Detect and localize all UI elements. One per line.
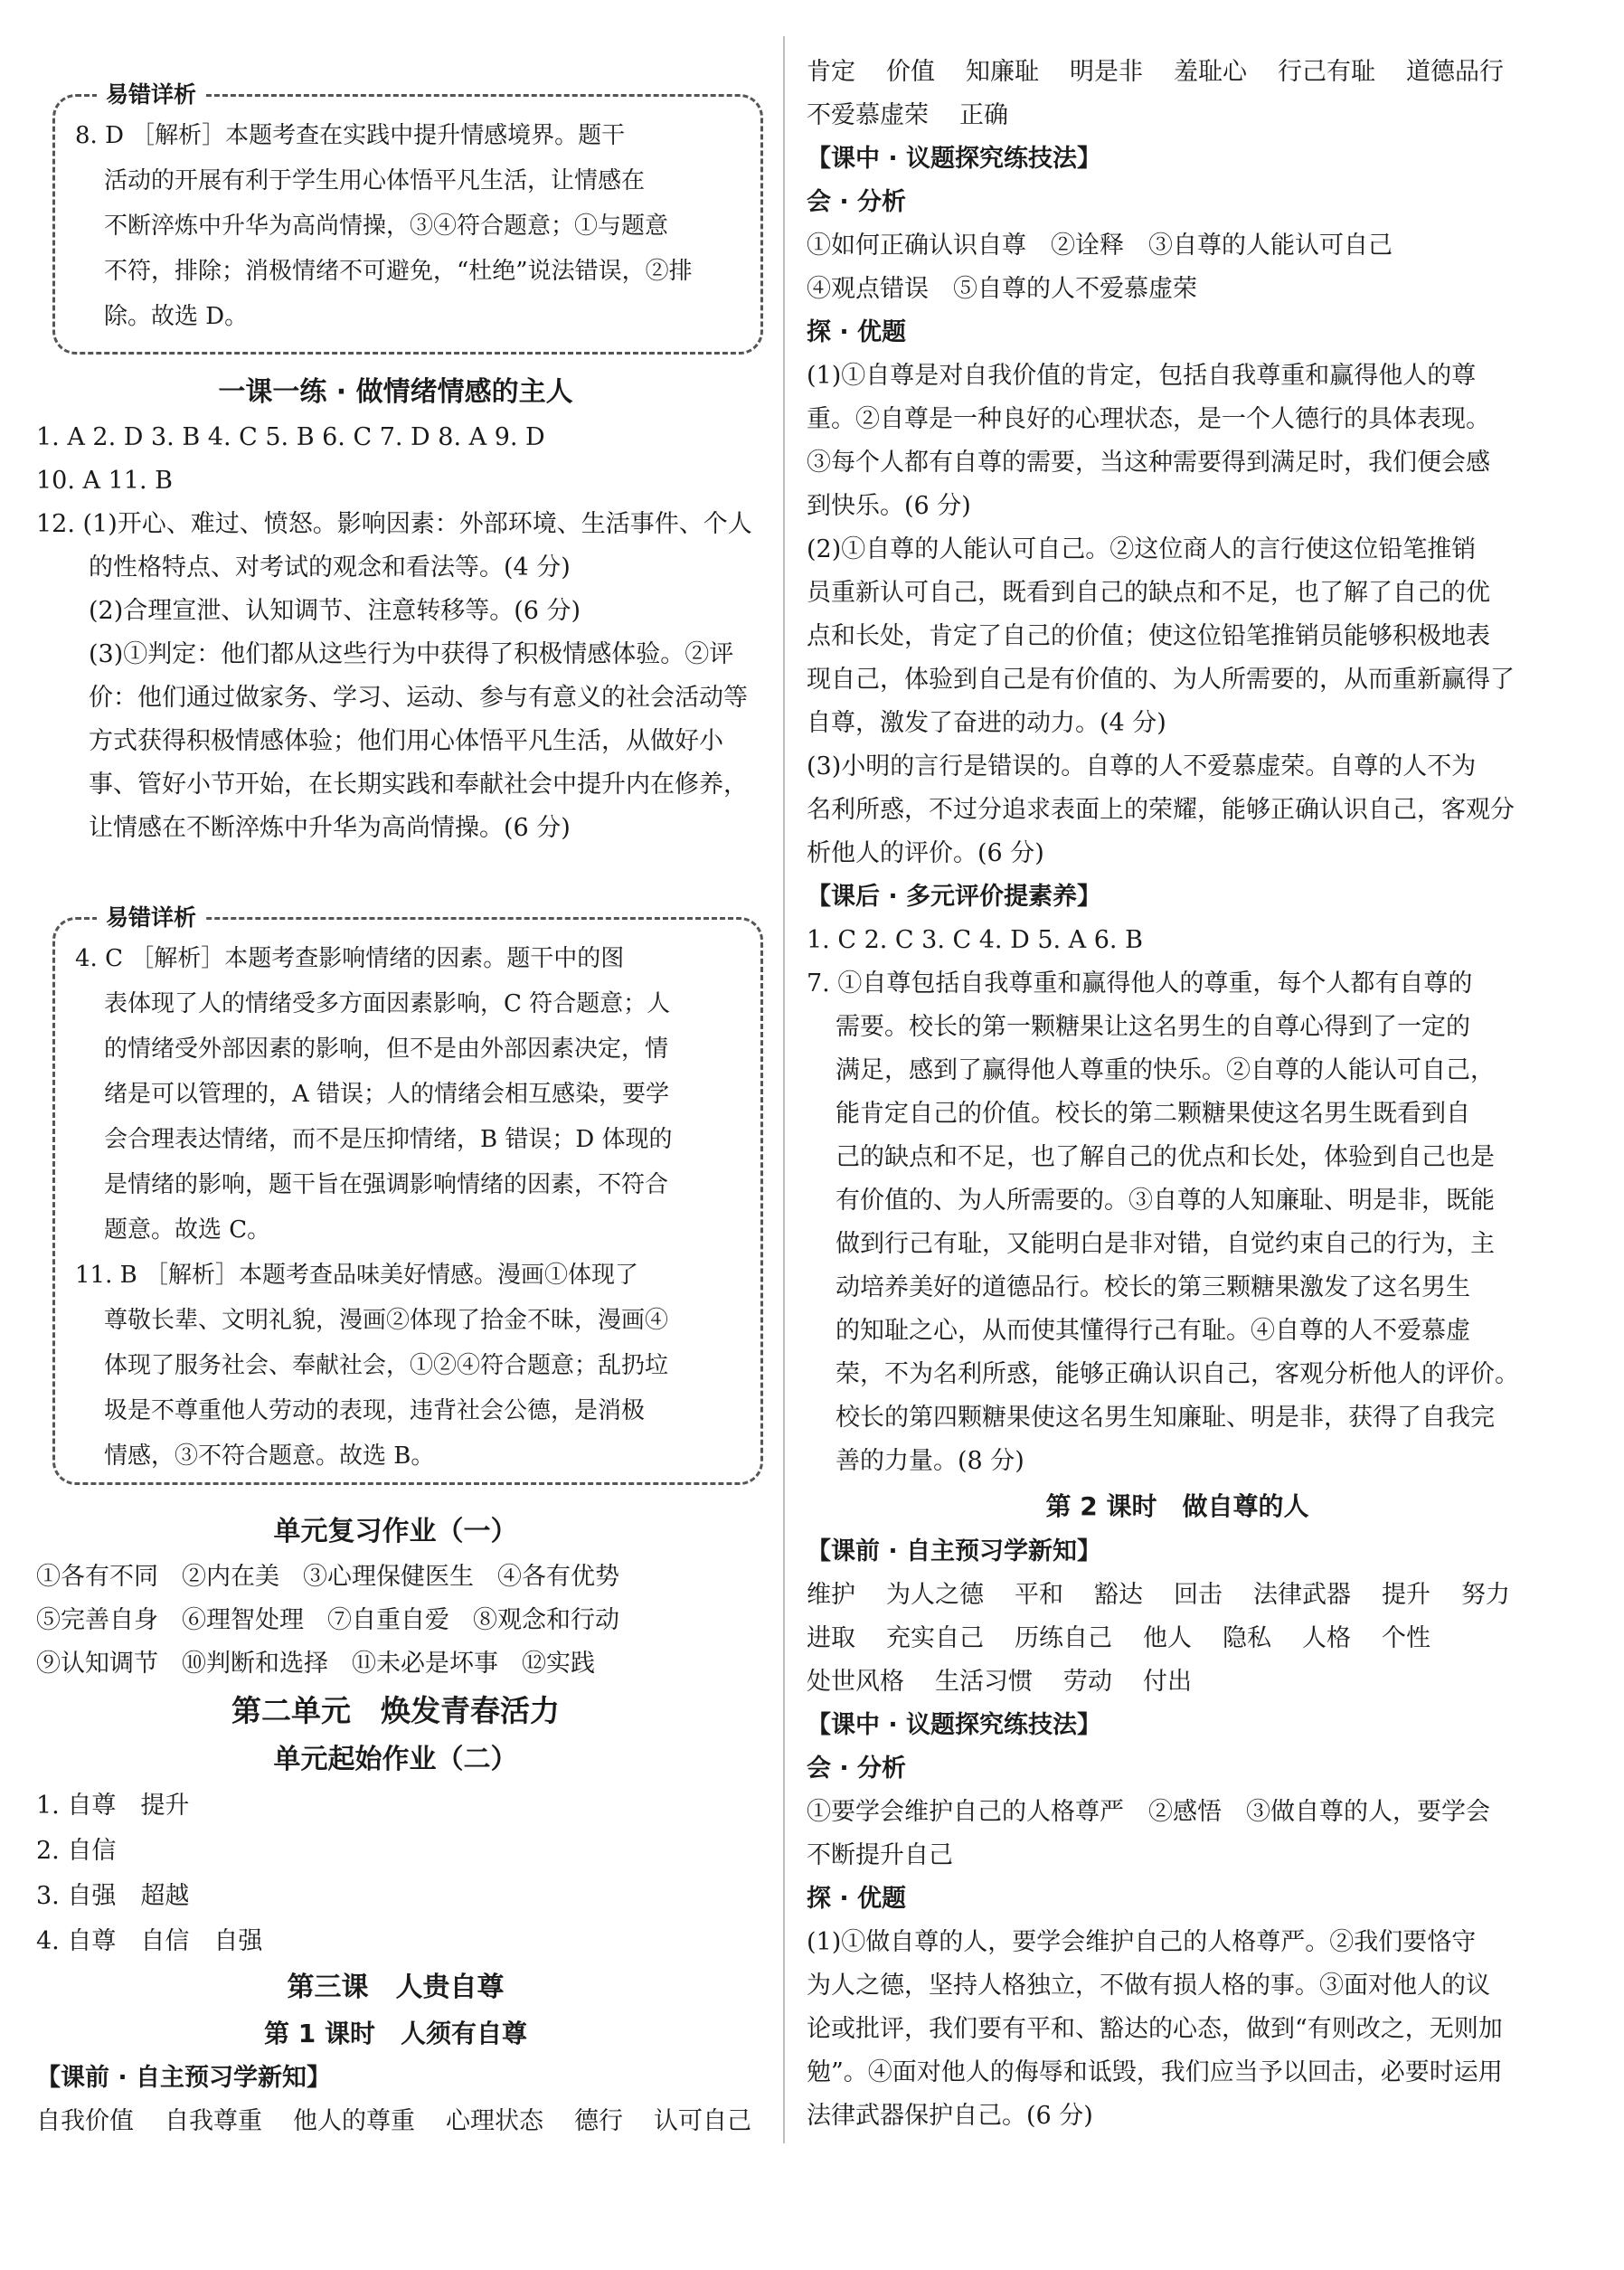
exercise-line: 自尊，激发了奋进的动力。(4 分) (807, 709, 1166, 737)
pre-class-title: 【课前 · 自主预习学新知】 (807, 1537, 1102, 1565)
column-divider (783, 36, 785, 2143)
box-line: 不断淬炼中升华为高尚情操，③④符合题意；①与题意 (104, 213, 669, 240)
analysis-row: 不断提升自己 (807, 1841, 953, 1869)
fill-item: 人格 (1302, 1624, 1351, 1652)
answer-line: 价：他们通过做家务、学习、运动、参与有意义的社会活动等 (89, 684, 748, 712)
lesson-title: 第三课 人贵自尊 (287, 1972, 505, 2003)
answer-line: 需要。校长的第一颗糖果让这名男生的自尊心得到了一定的 (836, 1013, 1470, 1041)
exercise-line: (3)小明的言行是错误的。自尊的人不爱慕虚荣。自尊的人不为 (807, 752, 1477, 780)
box-line: 不符，排除；消极情绪不可避免，“杜绝”说法错误，②排 (104, 258, 693, 285)
answer-line: 做到行己有耻，又能明白是非对错，自觉约束自己的行为，主 (836, 1230, 1495, 1258)
box-line: 4. C ［解析］本题考查影响情绪的因素。题干中的图 (75, 945, 625, 972)
review-item: ⑤完善自身 (36, 1606, 158, 1634)
review-item: ⑦自重自爱 (327, 1606, 449, 1634)
fill-item: 个性 (1382, 1624, 1430, 1652)
box-line: 尊敬长辈、文明礼貌，漫画②体现了拾金不昧，漫画④ (104, 1307, 669, 1334)
box-line: 除。故选 D。 (104, 303, 249, 330)
review-item: ①各有不同 (36, 1563, 158, 1591)
exercise-line: (1)①自尊是对自我价值的肯定，包括自我尊重和赢得他人的尊 (807, 362, 1477, 390)
answer-line: 方式获得积极情感体验；他们用心体悟平凡生活，从做好小 (89, 727, 723, 755)
fill-item: 他人的尊重 (293, 2107, 415, 2135)
box-line: 体现了服务社会、奉献社会，①②④符合题意；乱扔垃 (104, 1352, 669, 1379)
answer-line: (3)①判定：他们都从这些行为中获得了积极情感体验。②评 (89, 640, 734, 668)
start-row: 2. 自信 (36, 1837, 117, 1865)
post-class-title: 【课后 · 多元评价提素养】 (807, 883, 1102, 911)
fill-item: 充实自己 (886, 1624, 984, 1652)
box-line: 11. B ［解析］本题考查品味美好情感。漫画①体现了 (75, 1262, 638, 1289)
fill-item: 自我尊重 (165, 2107, 262, 2135)
start-row: 1. 自尊 提升 (36, 1792, 190, 1820)
exercise-line: 名利所惑，不过分追求表面上的荣耀，能够正确认识自己，客观分 (807, 796, 1515, 824)
fill-item: 付出 (1143, 1668, 1192, 1696)
exercise-line: 点和长处，肯定了自己的价值；使这位铅笔推销员能够积极地表 (807, 622, 1490, 650)
fill-item: 价值 (886, 58, 935, 86)
review-item: ③心理保健医生 (303, 1563, 474, 1591)
fill-item: 知廉耻 (966, 58, 1039, 86)
box-line: 绪是可以管理的，A 错误；人的情绪会相互感染，要学 (104, 1081, 670, 1108)
fill-item: 维护 (807, 1581, 855, 1609)
fill-item: 隐私 (1223, 1624, 1271, 1652)
analysis-title: 会 · 分析 (807, 1755, 907, 1783)
review-item: ⑫实践 (522, 1650, 595, 1678)
analysis-row: ①如何正确认识自尊 ②诠释 ③自尊的人能认可自己 (807, 232, 1393, 260)
review-item: ②内在美 (182, 1563, 279, 1591)
answer-line: 满足，感到了赢得他人尊重的快乐。②自尊的人能认可自己， (836, 1056, 1495, 1084)
fill-item: 羞耻心 (1174, 58, 1247, 86)
answer-line: 荣，不为名利所惑，能够正确认识自己，客观分析他人的评价。 (836, 1360, 1519, 1388)
answer-line: 动培养美好的道德品行。校长的第三颗糖果激发了这名男生 (836, 1273, 1470, 1301)
pre-class-items (807, 51, 1548, 94)
analysis-row: ①要学会维护自己的人格尊严 ②感悟 ③做自尊的人，要学会 (807, 1798, 1490, 1826)
review-row (36, 1642, 755, 1686)
review-row (36, 1556, 755, 1599)
answer-row: 1. C 2. C 3. C 4. D 5. A 6. B (807, 926, 1143, 954)
exercise-line: 员重新认可自己，既看到自己的缺点和不足，也了解了自己的优 (807, 579, 1490, 607)
box-line: 的情绪受外部因素的影响，但不是由外部因素决定，情 (104, 1036, 669, 1063)
review-item: ⑩判断和选择 (182, 1650, 328, 1678)
question-12-head: 12. (1)开心、难过、愤怒。影响因素：外部环境、生活事件、个人 (36, 510, 752, 538)
fill-item: 德行 (574, 2107, 623, 2135)
fill-item: 正确 (959, 101, 1008, 129)
answer-line: 有价值的、为人所需要的。③自尊的人知廉耻、明是非，既能 (836, 1187, 1495, 1215)
answer-line: 善的力量。(8 分) (836, 1447, 1024, 1475)
exercise-line: (1)①做自尊的人，要学会维护自己的人格尊严。②我们要恪守 (807, 1928, 1477, 1956)
exercise-title: 探 · 优题 (807, 1885, 907, 1913)
pre-class-items (807, 1660, 1548, 1704)
fill-item: 处世风格 (807, 1668, 904, 1696)
answer-line: 的知耻之心，从而使其懂得行己有耻。④自尊的人不爱慕虚 (836, 1317, 1470, 1345)
box-line: 圾是不尊重他人劳动的表现，违背社会公德，是消极 (104, 1397, 646, 1424)
fill-item: 不爱慕虚荣 (807, 101, 929, 129)
exercise-line: (2)①自尊的人能认可自己。②这位商人的言行使这位铅笔推销 (807, 535, 1477, 563)
box-title: 易错详析 (97, 901, 205, 935)
answer-line: 能肯定自己的价值。校长的第二颗糖果使这名男生既看到自 (836, 1100, 1470, 1128)
fill-item: 认可自己 (654, 2107, 751, 2135)
answer-row: 10. A 11. B (36, 467, 173, 495)
box-line: 是情绪的影响，题干旨在强调影响情绪的因素，不符合 (104, 1171, 669, 1198)
error-analysis-box-1 (52, 81, 763, 355)
fill-item: 提升 (1382, 1581, 1430, 1609)
fill-item: 回击 (1174, 1581, 1223, 1609)
exercise-line: 勉”。④面对他人的侮辱和诋毁，我们应当予以回击，必要时运用 (807, 2058, 1503, 2086)
fill-item: 为人之德 (886, 1581, 984, 1609)
fill-item: 生活习惯 (935, 1668, 1033, 1696)
box-title: 易错详析 (97, 78, 205, 112)
in-class-title: 【课中 · 议题探究练技法】 (807, 1711, 1102, 1739)
start-row: 3. 自强 超越 (36, 1882, 190, 1910)
box-line: 8. D ［解析］本题考查在实践中提升情感境界。题干 (75, 122, 626, 149)
error-analysis-box-2 (52, 904, 763, 1485)
fill-item: 心理状态 (446, 2107, 543, 2135)
section-title: 一课一练 · 做情绪情感的主人 (218, 376, 573, 408)
exercise-line: 论或批评，我们要有平和、豁达的心态，做到“有则改之，无则加 (807, 2015, 1503, 2043)
answer-line: 己的缺点和不足，也了解自己的优点和长处，体验到自己也是 (836, 1143, 1495, 1171)
review-item: ⑧观念和行动 (473, 1606, 619, 1634)
exercise-line: 重。②自尊是一种良好的心理状态，是一个人德行的具体表现。 (807, 405, 1490, 433)
unit-title: 第二单元 焕发青春活力 (231, 1693, 560, 1728)
fill-item: 努力 (1461, 1581, 1510, 1609)
exercise-line: 为人之德，坚持人格独立，不做有损人格的事。③面对他人的议 (807, 1972, 1490, 2000)
fill-item: 肯定 (807, 58, 855, 86)
fill-item: 豁达 (1094, 1581, 1143, 1609)
box-line: 题意。故选 C。 (104, 1216, 271, 1244)
review-item: ⑥理智处理 (182, 1606, 304, 1634)
fill-item: 自我价值 (36, 2107, 134, 2135)
right-column (807, 51, 1548, 2138)
box-line: 会合理表达情绪，而不是压抑情绪，B 错误；D 体现的 (104, 1126, 673, 1153)
period-title: 第 2 课时 做自尊的人 (1045, 1491, 1309, 1521)
answer-line: (2)合理宣泄、认知调节、注意转移等。(6 分) (89, 597, 581, 625)
fill-item: 劳动 (1063, 1668, 1112, 1696)
exercise-line: 法律武器保护自己。(6 分) (807, 2102, 1093, 2130)
answer-line: 让情感在不断淬炼中升华为高尚情操。(6 分) (89, 814, 571, 842)
review-item: ⑪未必是坏事 (352, 1650, 498, 1678)
answer-line: 的性格特点、对考试的观念和看法等。(4 分) (89, 553, 571, 582)
pre-class-items (807, 1617, 1548, 1660)
question-7-head: 7. ①自尊包括自我尊重和赢得他人的尊重，每个人都有自尊的 (807, 969, 1473, 998)
fill-item: 明是非 (1070, 58, 1143, 86)
analysis-title: 会 · 分析 (807, 188, 907, 216)
review-row (36, 1599, 755, 1642)
exercise-line: 析他人的评价。(6 分) (807, 839, 1044, 867)
review-title: 单元复习作业（一） (273, 1516, 518, 1547)
answer-row: 1. A 2. D 3. B 4. C 5. B 6. C 7. D 8. A 9. D (36, 423, 545, 451)
box-line: 情感，③不符合题意。故选 B。 (104, 1442, 435, 1470)
review-item: ⑨认知调节 (36, 1650, 158, 1678)
exercise-line: ③每个人都有自尊的需要，当这种需要得到满足时，我们便会感 (807, 449, 1490, 477)
fill-item: 历练自己 (1015, 1624, 1112, 1652)
analysis-row: ④观点错误 ⑤自尊的人不爱慕虚荣 (807, 275, 1197, 303)
pre-class-items (807, 1574, 1548, 1617)
review-item: ④各有优势 (497, 1563, 619, 1591)
pre-class-items (807, 94, 1548, 137)
fill-item: 道德品行 (1406, 58, 1504, 86)
answer-line: 校长的第四颗糖果使这名男生知廉耻、明是非，获得了自我完 (836, 1404, 1495, 1432)
exercise-line: 现自己，体验到自己是有价值的、为人所需要的，从而重新赢得了 (807, 666, 1515, 694)
box-line: 活动的开展有利于学生用心体悟平凡生活，让情感在 (104, 167, 646, 194)
fill-item: 平和 (1015, 1581, 1063, 1609)
fill-item: 他人 (1143, 1624, 1192, 1652)
fill-item: 法律武器 (1253, 1581, 1351, 1609)
fill-item: 进取 (807, 1624, 855, 1652)
fill-item: 行己有耻 (1278, 58, 1375, 86)
pre-class-items (36, 2100, 755, 2143)
exercise-title: 探 · 优题 (807, 318, 907, 346)
start-row: 4. 自尊 自信 自强 (36, 1927, 263, 1955)
period-title: 第 1 课时 人须有自尊 (264, 2019, 527, 2048)
exercise-line: 到快乐。(6 分) (807, 492, 971, 520)
answer-line: 事、管好小节开始，在长期实践和奉献社会中提升内在修养， (89, 771, 748, 799)
box-line: 表体现了人的情绪受多方面因素影响，C 符合题意；人 (104, 990, 671, 1017)
start-title: 单元起始作业（二） (273, 1744, 518, 1775)
pre-class-title: 【课前 · 自主预习学新知】 (36, 2064, 332, 2092)
in-class-title: 【课中 · 议题探究练技法】 (807, 145, 1102, 173)
